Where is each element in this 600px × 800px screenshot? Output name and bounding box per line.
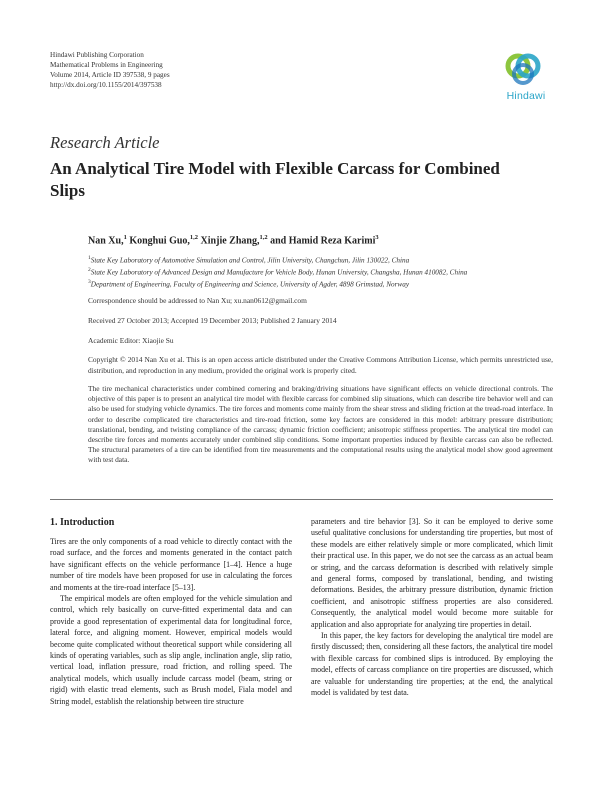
affiliation-number: 2	[88, 267, 91, 273]
author-affiliation-mark: 3	[375, 234, 379, 241]
section-divider	[50, 499, 553, 500]
academic-editor: Academic Editor: Xiaojie Su	[88, 336, 174, 345]
affiliation	[88, 253, 558, 265]
author-name: and Hamid Reza Karimi	[270, 235, 376, 247]
publication-info	[50, 50, 170, 90]
author-name: Nan Xu,	[88, 235, 124, 247]
paragraph: Tires are the only components of a road vehicle to directly contact with the road surface, and the forces and moments generated in the contact patch have significant effects on the vehicle performance [1–4]. Hence a huge number of tire models have been proposed for use in calculating the forces and moments at the tire-road interface [5–13].	[50, 537, 292, 592]
affiliation-text: State Key Laboratory of Automotive Simulation and Control, Jilin University, Changchun, Jilin 130022, China	[90, 256, 410, 265]
publication-dates: Received 27 October 2013; Accepted 19 December 2013; Published 2 January 2014	[88, 316, 337, 325]
abstract: The tire mechanical characteristics under combined cornering and braking/driving situations have significant effects on vehicle directional controls. The objective of this paper is to present an analytical tire model with flexible carcass for combined slip situations, which can describe tire behavior well and can also be used for studying vehicle dynamics. The tire forces and moments come mainly from the shear stress and sliding friction at the tread-road interface. In order to describe complicated tire characteristics and tire-road friction, some key factors are considered in this model: arbitrary pressure distribution; translational, bending, and twisting compliance of the carcass; dynamic friction coefficient; anisotropic stiffness properties. The analytical tire model can describe tire forces and moments accurately under combined slip conditions. Some important properties induced by flexible carcass can also be reflected. The structural parameters of a tire can be identified from tire measurements and the computational results using the analytical model show good agreement with test data.	[88, 384, 553, 465]
author-affiliation-mark: 1,2	[189, 234, 199, 241]
right-column	[311, 516, 553, 699]
doi-link[interactable]: http://dx.doi.org/10.1155/2014/397538	[50, 81, 162, 89]
copyright-notice: Copyright © 2014 Nan Xu et al. This is an open access article distributed under the Creative Commons Attribution License, which permits unrestricted use, distribution, and reproduction in any medium, provided the original work is properly cited.	[88, 355, 553, 375]
paragraph: The empirical models are often employed for the vehicle simulation and control, which rely basically on curve-fitted experimental data and can provide a good representation of experimental data for longitudinal force, lateral force, and aligning moment. However, empirical models would become quite complicated without theoretical support while considering all kinds of operating variables, such as slip angle, inclination angle, slip ratio, vertical load, inflation pressure, road friction, and rolling speed. The analytical models, which usually include carcass model (beam, string or rigid) with elastic tread elements, such as Brush model, Fiala model and String model, establish the relationship between tire structure	[50, 594, 292, 706]
journal-name: Mathematical Problems in Engineering	[50, 61, 163, 69]
correspondence: Correspondence should be addressed to Nan Xu; xu.nan0612@gmail.com	[88, 296, 307, 305]
author-affiliation-mark: 1	[123, 234, 127, 241]
affiliation	[88, 265, 558, 277]
volume-info: Volume 2014, Article ID 397538, 9 pages	[50, 71, 170, 79]
author-affiliation-mark: 1,2	[259, 234, 268, 241]
affiliation-text: Department of Engineering, Faculty of Engineering and Science, University of Agder, 4898 Grimstad, Norway	[90, 280, 410, 289]
section-heading: 1. Introduction	[50, 517, 115, 528]
affiliation	[88, 277, 558, 289]
paragraph: In this paper, the key factors for developing the analytical tire model are firstly discussed; then, considering all these factors, the analytical tire model with flexible carcass for combined slips is introduced. By employing the model, effects of carcass compliance on tire properties are discussed, which are valuable for understanding tire properties; at the end, the analytical model is validated by test data.	[311, 631, 553, 698]
publisher-name: Hindawi Publishing Corporation	[50, 51, 144, 59]
author-list	[88, 234, 379, 246]
affiliation-number: 3	[88, 279, 91, 285]
author-name: Konghui Guo,	[129, 235, 190, 247]
author-name: Xinjie Zhang,	[200, 235, 260, 247]
left-column	[50, 536, 292, 707]
hindawi-logo-text: Hindawi	[506, 90, 546, 102]
paper-title: An Analytical Tire Model with Flexible Carcass for Combined Slips	[50, 159, 500, 200]
affiliation-text: State Key Laboratory of Advanced Design and Manufacture for Vehicle Body, Hunan University, Changsha, Hunan 410082, China	[90, 268, 468, 277]
affiliation-number: 1	[88, 255, 91, 261]
article-type: Research Article	[50, 133, 160, 152]
paragraph: parameters and tire behavior [3]. So it can be employed to derive some useful qualitative conclusions for understanding tire properties, but most of these models are either relatively simple or more complicated, which limit their practical use. In this paper, we do not see the carcass as an actual beam or string, and the carcass deformation is described with relatively simple and general forms, composed by translational, bending, and twisting deformations. Besides, the arbitrary pressure distribution, dynamic friction coefficient, and anisotropic stiffness properties are also considered. Consequently, the analytical model would become more suitable for application and also appropriate for analyzing tire properties in detail.	[311, 517, 553, 629]
